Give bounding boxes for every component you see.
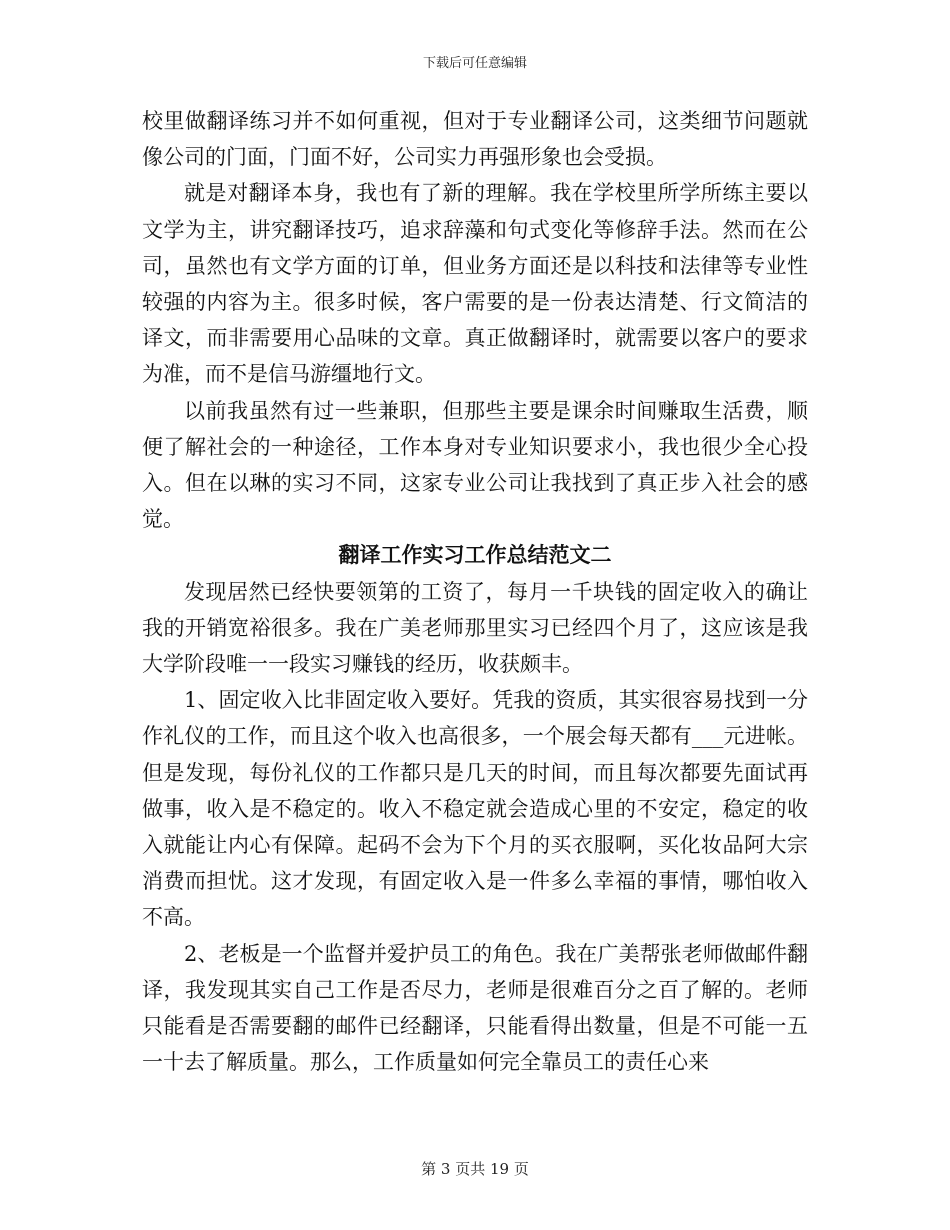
paragraph: 2、老板是一个监督并爱护员工的角色。我在广美帮张老师做邮件翻译，我发现其实自己工作是否尽力，老师是很难百分之百了解的。老师只能看是否需要翻的邮件已经翻译，只能看得出数量，但是不可能一五一十去了解质量。那么，工作质量如何完全靠员工的责任心来 [142,941,808,1075]
paragraph: 校里做翻译练习并不如何重视，但对于专业翻译公司，这类细节问题就像公司的门面，门面不好，公司实力再强形象也会受损。 [142,109,808,170]
document-body [142,103,808,1080]
page-header: 下载后可任意编辑 [422,56,527,71]
page-footer: 第 3 页共 19 页 [421,1160,529,1178]
paragraph: 发现居然已经快要领第的工资了，每月一千块钱的固定收入的确让我的开销宽裕很多。我在广美老师那里实习已经四个月了，这应该是我大学阶段唯一一段实习赚钱的经历，收获颇丰。 [142,579,808,677]
paragraph: 就是对翻译本身，我也有了新的理解。我在学校里所学所练主要以文学为主，讲究翻译技巧，追求辞藻和句式变化等修辞手法。然而在公司，虽然也有文学方面的订单，但业务方面还是以科技和法律等专业性较强的内容为主。很多时候，客户需要的是一份表达清楚、行文简洁的译文，而非需要用心品味的文章。真正做翻译时，就需要以客户的要求为准，而不是信马游缰地行文。 [142,181,808,387]
paragraph: 以前我虽然有过一些兼职，但那些主要是课余时间赚取生活费，顺便了解社会的一种途径，工作本身对专业知识要求小，我也很少全心投入。但在以琳的实习不同，这家专业公司让我找到了真正步入社会的感觉。 [142,398,808,532]
section-title: 翻译工作实习工作总结范文二 [338,542,612,568]
paragraph: 1、固定收入比非固定收入要好。凭我的资质，其实很容易找到一分作礼仪的工作，而且这个收入也高很多，一个展会每天都有___元进帐。但是发现，每份礼仪的工作都只是几天的时间，而且每次都要先面试再做事，收入是不稳定的。收入不稳定就会造成心里的不安定，稳定的收入就能让内心有保障。起码不会为下个月的买衣服啊，买化妆品阿大宗消费而担忧。这才发现，有固定收入是一件多么幸福的事情，哪怕收入不高。 [142,688,808,930]
